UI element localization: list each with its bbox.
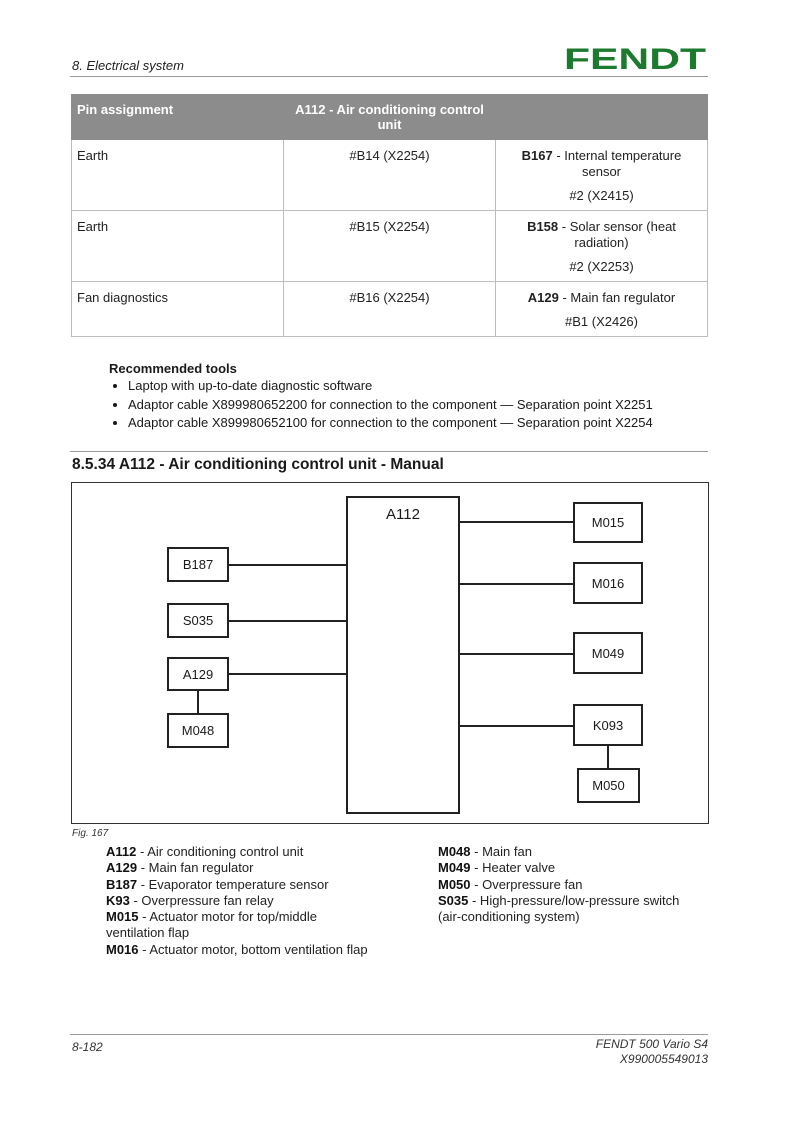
legend-item: M048 - Main fan	[438, 844, 532, 859]
model-name: FENDT 500 Vario S4	[595, 1037, 708, 1051]
target-code: B167	[521, 148, 553, 163]
legend-left	[106, 844, 368, 958]
connector-cell: #B16 (X2254)	[284, 282, 496, 337]
list-item: • Adaptor cable X899980652200 for connection to the component — Separation point X2251	[128, 396, 653, 415]
connector-cell: #B15 (X2254)	[284, 211, 496, 282]
table-header-row	[72, 95, 708, 140]
target-pin: #2 (X2253)	[569, 259, 634, 274]
legend-item: S035 - High-pressure/low-pressure switch (air-conditioning system)	[438, 892, 680, 925]
logo-text: FENDT	[564, 44, 706, 74]
tools-title: Recommended tools	[109, 361, 237, 376]
box-m048: M048	[167, 713, 229, 748]
fendt-logo	[562, 44, 708, 74]
connector-cell: #B14 (X2254)	[284, 140, 496, 211]
connector-line	[229, 673, 346, 675]
target-desc: - Main fan regulator	[558, 290, 676, 305]
table-header-cell: A112 - Air conditioning control unit	[284, 95, 496, 140]
box-m050: M050	[577, 768, 640, 803]
legend-item: M050 - Overpressure fan	[438, 876, 583, 892]
table-row	[72, 211, 708, 282]
box-a112: A112	[346, 496, 460, 814]
target-pin: #2 (X2415)	[569, 188, 634, 203]
pin-cell: Earth	[72, 211, 284, 282]
legend-item: M015 - Actuator motor for top/middle ventilation flap	[106, 909, 317, 941]
section-divider	[70, 451, 708, 452]
target-cell	[496, 140, 708, 211]
list-item: • Adaptor cable X899980652100 for connection to the component — Separation point X2254	[128, 414, 653, 433]
connector-line	[197, 691, 199, 713]
target-code: A129	[527, 290, 559, 305]
document-number: X990005549013	[619, 1052, 708, 1066]
legend-item: M016 - Actuator motor, bottom ventilation flap	[106, 941, 368, 957]
connector-line	[460, 521, 573, 523]
section-header: 8. Electrical system	[72, 58, 184, 73]
section-title: 8.5.34 A112 - Air conditioning control unit - Manual	[72, 456, 444, 473]
target-desc: - Solar sensor (heat radiation)	[558, 219, 676, 250]
legend-item: M049 - Heater valve	[438, 860, 556, 876]
legend-item: A129 - Main fan regulator	[106, 860, 254, 876]
header-divider	[70, 76, 708, 77]
pin-assignment-table	[71, 94, 708, 337]
box-k093: K093	[573, 704, 643, 746]
box-m015: M015	[573, 502, 643, 543]
figure-caption: Fig. 167	[72, 828, 109, 839]
connector-line	[229, 620, 346, 622]
connector-line	[460, 583, 573, 585]
target-desc: - Internal temperature sensor	[552, 148, 682, 179]
legend-item: A112 - Air conditioning control unit	[106, 844, 304, 859]
legend-right	[438, 844, 700, 925]
target-cell	[496, 211, 708, 282]
tools-list	[110, 377, 653, 433]
list-item: • Laptop with up-to-date diagnostic software	[128, 377, 653, 396]
box-a129: A129	[167, 657, 229, 691]
page-number: 8-182	[72, 1040, 103, 1054]
footer-divider	[70, 1034, 708, 1035]
pin-cell: Fan diagnostics	[72, 282, 284, 337]
pin-cell: Earth	[72, 140, 284, 211]
table-row	[72, 282, 708, 337]
box-b187: B187	[167, 547, 229, 582]
table-row	[72, 140, 708, 211]
connector-line	[460, 725, 573, 727]
target-cell	[496, 282, 708, 337]
connector-line	[229, 564, 346, 566]
target-pin: #B1 (X2426)	[565, 314, 638, 329]
table-header-cell: Pin assignment	[72, 95, 284, 140]
footer-info	[596, 1037, 708, 1067]
box-s035: S035	[167, 603, 229, 638]
box-m016: M016	[573, 562, 643, 604]
box-m049: M049	[573, 632, 643, 674]
block-diagram	[71, 482, 709, 824]
legend-item: B187 - Evaporator temperature sensor	[106, 876, 329, 892]
target-code: B158	[527, 219, 559, 234]
connector-line	[607, 746, 609, 768]
table-header-cell	[496, 95, 708, 140]
connector-line	[460, 653, 573, 655]
legend-item: K93 - Overpressure fan relay	[106, 892, 274, 908]
